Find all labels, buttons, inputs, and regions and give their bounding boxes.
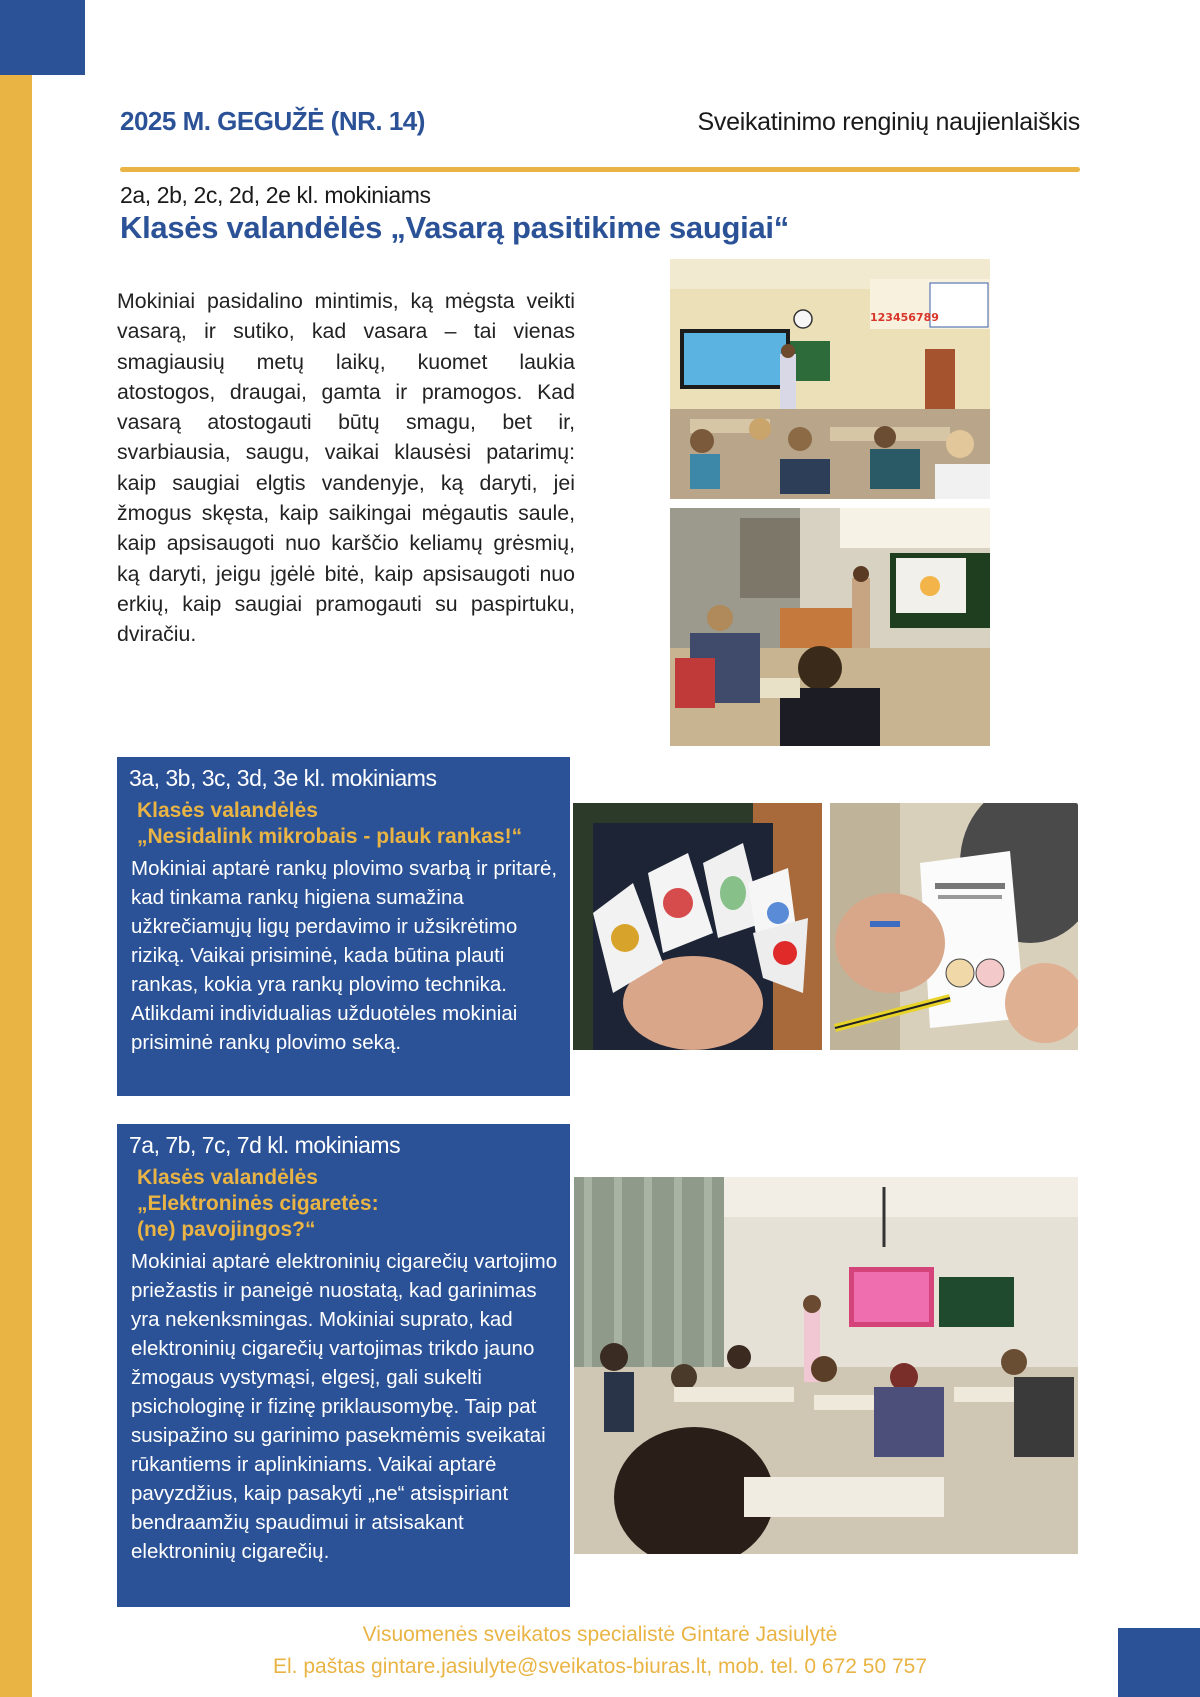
classroom-photo-2 xyxy=(670,508,990,746)
section3-title-line1: Klasės valandėlės xyxy=(137,1166,318,1189)
section1-body: Mokiniai pasidalino mintimis, ką mėgsta veikti vasarą, ir sutiko, kad vasara – tai vienas smagiausių metų laikų, kuomet laukia atostogos, draugai, gamta ir pramogos. Kad vasarą atostogauti būtų smagu, bet ir, svarbiausia, saugu, vaikai klausėsi patarimų: kaip saugiai elgtis vandenyje, ką daryti, jei žmogus skęsta, kaip saikingai mėgautis saule, kaip apsisaugoti nuo karščio keliamų grėsmių, ką daryti, jeigu įgėlė bitė, kaip apsisaugoti nuo erkių, kaip saugiai pramogauti su paspirtuku, dviračiu. xyxy=(117,289,575,647)
finger-puppets-photo xyxy=(573,803,822,1050)
section1-title: Klasės valandėlės „Vasarą pasitikime saugiai“ xyxy=(120,210,789,245)
section2-title xyxy=(125,798,562,850)
left-accent-bar xyxy=(0,0,32,1697)
section3-audience: 7a, 7b, 7c, 7d kl. mokiniams xyxy=(129,1132,401,1158)
top-corner-block xyxy=(0,0,85,75)
section2-title-line2: „Nesidalink mikrobais - plauk rankas!“ xyxy=(137,825,523,848)
header-divider xyxy=(120,167,1080,172)
section2-audience: 3a, 3b, 3c, 3d, 3e kl. mokiniams xyxy=(129,765,437,791)
newsletter-title: Sveikatinimo renginių naujienlaiškis xyxy=(697,108,1080,136)
classroom-photo-1 xyxy=(670,259,990,499)
section3-box xyxy=(117,1124,570,1607)
board-number-strip: 123456789 xyxy=(870,311,939,324)
classroom-photo-3 xyxy=(574,1177,1078,1554)
worksheet-photo xyxy=(830,803,1078,1050)
section2-title-line1: Klasės valandėlės xyxy=(137,799,318,822)
footer-contact: El. paštas gintare.jasiulyte@sveikatos-biuras.lt, mob. tel. 0 672 50 757 xyxy=(273,1655,927,1678)
section3-title xyxy=(125,1165,562,1243)
section3-title-line3: (ne) pavojingos?“ xyxy=(137,1218,316,1241)
section2-box xyxy=(117,757,570,1096)
issue-label: 2025 M. GEGUŽĖ (NR. 14) xyxy=(120,106,425,136)
section1-audience: 2a, 2b, 2c, 2d, 2e kl. mokiniams xyxy=(120,182,431,208)
section2-body: Mokiniai aptarė rankų plovimo svarbą ir pritarė, kad tinkama rankų higiena sumažina užkrečiamųjų ligų perdavimo ir užsikrėtimo riziką. Vaikai prisiminė, kada būtina plauti rankas, kokia yra rankų plovimo technika. Atlikdami individualias užduotėles mokiniai prisiminė rankų plovimo seką. xyxy=(131,857,558,1054)
section3-body: Mokiniai aptarė elektroninių cigarečių vartojimo priežastis ir paneigė nuostatą, kad garinimas yra nekenksmingas. Mokiniai suprato, kad elektroninių cigarečių vartojimas trikdo jauno žmogaus vystymąsi, elgesį, gali sukelti psichologinę ir fizinę priklausomybę. Taip pat susipažino su garinimo pasekmėmis sveikatai rūkantiems ir aplinkiniams. Vaikai aptarė pavyzdžius, kaip pasakyti „ne“ atsispiriant bendraamžių spaudimui ir atsisakant elektroninių cigarečių. xyxy=(131,1250,558,1563)
footer-specialist: Visuomenės sveikatos specialistė Gintarė Jasiulytė xyxy=(362,1623,838,1646)
section3-title-line2: „Elektroninės cigaretės: xyxy=(137,1192,379,1215)
